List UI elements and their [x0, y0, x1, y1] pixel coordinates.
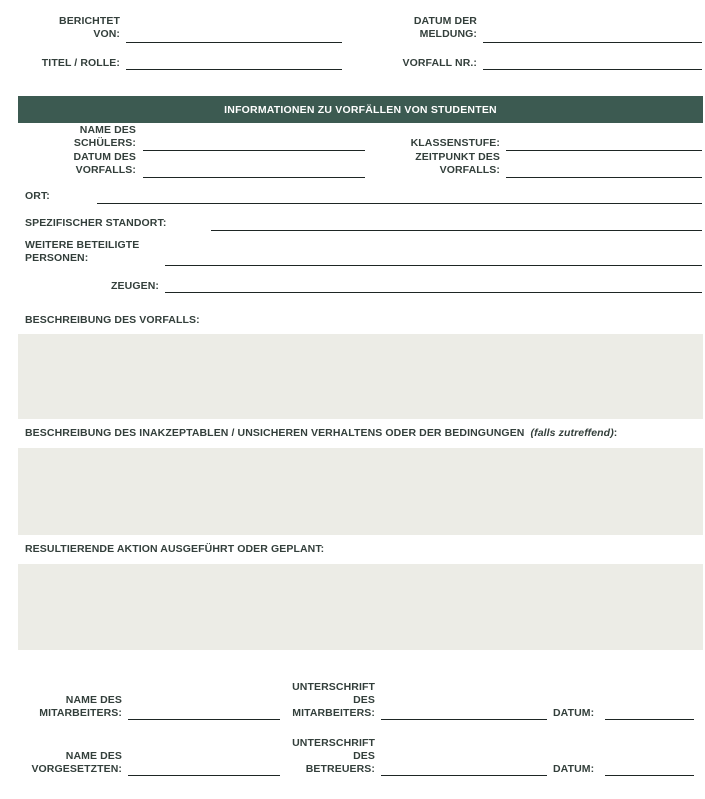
others-involved-label: [25, 239, 139, 265]
incident-description-box[interactable]: [18, 334, 703, 419]
staff-name-label-line1: NAME DES: [65, 694, 122, 706]
behavior-description-text: BESCHREIBUNG DES INAKZEPTABLEN / UNSICHEREN VERHALTENS ODER DER BEDINGUNGEN: [25, 427, 525, 439]
staff-date-field[interactable]: [605, 719, 694, 720]
incident-date-label: [30, 151, 136, 177]
incident-date-label-line2: VORFALLS:: [75, 164, 136, 176]
behavior-description-label: [25, 427, 617, 440]
reported-by-label-line2: VON:: [93, 28, 120, 40]
staff-name-label: [20, 694, 122, 720]
supervisor-signature-label-line3: BETREUERS:: [305, 763, 375, 775]
grade-field[interactable]: [506, 150, 702, 151]
incident-number-label: VORFALL NR.:: [402, 57, 477, 69]
staff-date-label: DATUM:: [553, 707, 595, 719]
behavior-description-box[interactable]: [18, 448, 703, 535]
reported-by-field[interactable]: [126, 42, 342, 43]
incident-time-field[interactable]: [506, 177, 702, 178]
reported-by-label: [30, 15, 120, 41]
resulting-action-box[interactable]: [18, 564, 703, 650]
incident-date-field[interactable]: [143, 177, 365, 178]
student-name-label-line1: NAME DES: [79, 124, 136, 136]
behavior-description-note: (falls zutreffend): [530, 427, 614, 439]
report-date-label-line2: MELDUNG:: [419, 28, 477, 40]
report-date-label: [380, 15, 477, 41]
staff-signature-label-line1: UNTERSCHRIFT: [292, 681, 375, 693]
section-banner: INFORMATIONEN ZU VORFÄLLEN VON STUDENTEN: [18, 96, 703, 123]
staff-name-label-line2: MITARBEITERS:: [39, 707, 122, 719]
supervisor-name-field[interactable]: [128, 775, 280, 776]
supervisor-name-label-line2: VORGESETZTEN:: [31, 763, 122, 775]
resulting-action-label: RESULTIERENDE AKTION AUSGEFÜHRT ODER GEPLANT:: [25, 543, 325, 555]
supervisor-signature-label-line2: DES: [353, 750, 375, 762]
student-name-field[interactable]: [143, 150, 365, 151]
witnesses-field[interactable]: [165, 292, 702, 293]
supervisor-signature-label-line1: UNTERSCHRIFT: [292, 737, 375, 749]
behavior-description-colon: :: [613, 427, 618, 439]
location-field[interactable]: [97, 203, 702, 204]
others-involved-label-line2: PERSONEN:: [25, 252, 89, 264]
incident-time-label: [380, 151, 500, 177]
witnesses-label: ZEUGEN:: [111, 280, 159, 292]
staff-name-field[interactable]: [128, 719, 280, 720]
reported-by-label-line1: BERICHTET: [59, 15, 120, 27]
specific-location-label: SPEZIFISCHER STANDORT:: [25, 217, 167, 229]
incident-time-label-line2: VORFALLS:: [439, 164, 500, 176]
staff-signature-label-line3: MITARBEITERS:: [292, 707, 375, 719]
student-name-label: [30, 124, 136, 150]
incident-number-field[interactable]: [483, 69, 702, 70]
title-role-label: TITEL / ROLLE:: [41, 57, 120, 69]
report-date-label-line1: DATUM DER: [413, 15, 477, 27]
title-role-field[interactable]: [126, 69, 342, 70]
supervisor-signature-field[interactable]: [381, 775, 547, 776]
staff-signature-label: [275, 681, 375, 720]
grade-label: KLASSENSTUFE:: [410, 137, 500, 149]
specific-location-field[interactable]: [211, 230, 702, 231]
staff-signature-label-line2: DES: [353, 694, 375, 706]
supervisor-signature-label: [275, 737, 375, 776]
location-label: ORT:: [25, 190, 50, 202]
staff-signature-field[interactable]: [381, 719, 547, 720]
others-involved-label-line1: WEITERE BETEILIGTE: [25, 239, 140, 251]
incident-date-label-line1: DATUM DES: [73, 151, 136, 163]
supervisor-date-field[interactable]: [605, 775, 694, 776]
incident-description-label: BESCHREIBUNG DES VORFALLS:: [25, 314, 200, 326]
student-name-label-line2: SCHÜLERS:: [73, 137, 136, 149]
supervisor-name-label-line1: NAME DES: [65, 750, 122, 762]
report-date-field[interactable]: [483, 42, 702, 43]
incident-time-label-line1: ZEITPUNKT DES: [415, 151, 500, 163]
supervisor-name-label: [20, 750, 122, 776]
others-involved-field[interactable]: [165, 265, 702, 266]
supervisor-date-label: DATUM:: [553, 763, 595, 775]
